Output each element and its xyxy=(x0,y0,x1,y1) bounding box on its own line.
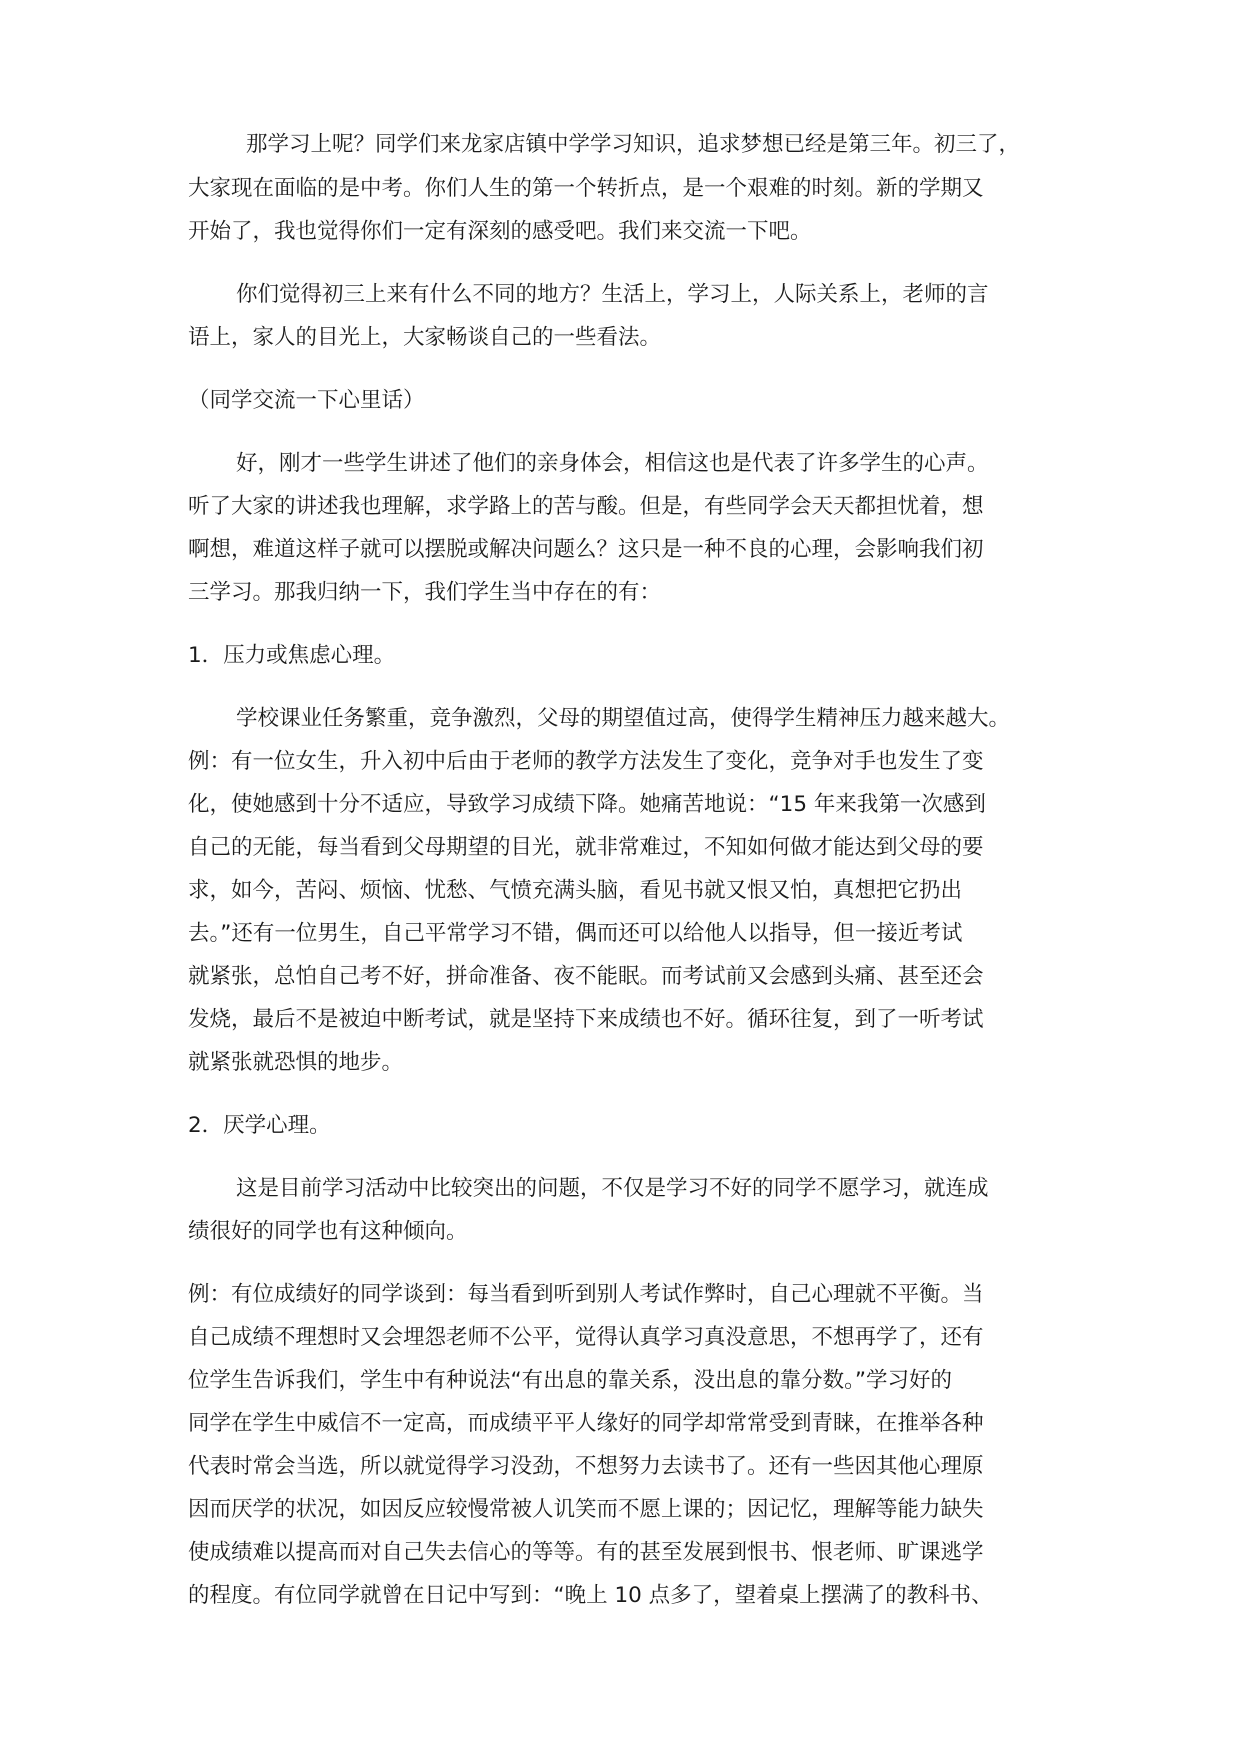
text-line: 求，如今，苦闷、烦恼、忧愁、气愤充满头脑，看见书就又恨又怕，真想把它扔出 xyxy=(188,878,963,903)
text-line: 的程度。有位同学就曾在日记中写到：“晚上 10 点多了，望着桌上摆满了的教科书、 xyxy=(188,1583,993,1608)
text-line: 学校课业任务繁重，竞争激烈，父母的期望值过高，使得学生精神压力越来越大。 xyxy=(236,706,1011,731)
section-heading: 2．厌学心理。 xyxy=(188,1113,331,1138)
text-line: 语上，家人的目光上，大家畅谈自己的一些看法。 xyxy=(188,325,662,350)
text-line: 就紧张就恐惧的地步。 xyxy=(188,1050,404,1075)
text-line: 这是目前学习活动中比较突出的问题，不仅是学习不好的同学不愿学习，就连成 xyxy=(236,1176,989,1201)
text-line: 代表时常会当选，所以就觉得学习没劲，不想努力去读书了。还有一些因其他心理原 xyxy=(188,1454,984,1479)
text-line: 就紧张，总怕自己考不好，拼命准备、夜不能眠。而考试前又会感到头痛、甚至还会 xyxy=(188,964,984,989)
text-line: 化，使她感到十分不适应，导致学习成绩下降。她痛苦地说：“15 年来我第一次感到 xyxy=(188,792,986,817)
text-line: 因而厌学的状况，如因反应较慢常被人讥笑而不愿上课的；因记忆，理解等能力缺失 xyxy=(188,1497,984,1522)
text-line: 自己成绩不理想时又会埋怨老师不公平，觉得认真学习真没意思，不想再学了，还有 xyxy=(188,1325,984,1350)
text-line: 位学生告诉我们，学生中有种说法“有出息的靠关系，没出息的靠分数。”学习好的 xyxy=(188,1368,953,1393)
text-line: 听了大家的讲述我也理解，求学路上的苦与酸。但是，有些同学会天天都担忧着，想 xyxy=(188,494,984,519)
text-line: （同学交流一下心里话） xyxy=(188,388,425,413)
text-line: 三学习。那我归纳一下，我们学生当中存在的有： xyxy=(188,580,662,605)
text-line: 啊想，难道这样子就可以摆脱或解决问题么？这只是一种不良的心理，会影响我们初 xyxy=(188,537,984,562)
text-line: 好，刚才一些学生讲述了他们的亲身体会，相信这也是代表了许多学生的心声。 xyxy=(236,451,989,476)
section-heading: 1．压力或焦虑心理。 xyxy=(188,643,396,668)
text-line: 自己的无能，每当看到父母期望的目光，就非常难过，不知如何做才能达到父母的要 xyxy=(188,835,984,860)
text-line: 去。”还有一位男生，自己平常学习不错，偶而还可以给他人以指导，但一接近考试 xyxy=(188,921,963,946)
text-line: 开始了，我也觉得你们一定有深刻的感受吧。我们来交流一下吧。 xyxy=(188,219,812,244)
text-line: 大家现在面临的是中考。你们人生的第一个转折点，是一个艰难的时刻。新的学期又 xyxy=(188,176,984,201)
text-line: 使成绩难以提高而对自己失去信心的等等。有的甚至发展到恨书、恨老师、旷课逃学 xyxy=(188,1540,984,1565)
text-line: 同学在学生中威信不一定高，而成绩平平人缘好的同学却常常受到青睐，在推举各种 xyxy=(188,1411,984,1436)
text-line: 例：有一位女生，升入初中后由于老师的教学方法发生了变化，竞争对手也发生了变 xyxy=(188,749,984,774)
text-line: 那学习上呢？同学们来龙家店镇中学学习知识，追求梦想已经是第三年。初三了， xyxy=(246,132,1021,157)
text-line: 你们觉得初三上来有什么不同的地方？生活上，学习上，人际关系上，老师的言 xyxy=(236,282,989,307)
text-line: 发烧，最后不是被迫中断考试，就是坚持下来成绩也不好。循环往复，到了一听考试 xyxy=(188,1007,984,1032)
text-line: 绩很好的同学也有这种倾向。 xyxy=(188,1219,468,1244)
text-line: 例：有位成绩好的同学谈到：每当看到听到别人考试作弊时，自己心理就不平衡。当 xyxy=(188,1282,984,1307)
